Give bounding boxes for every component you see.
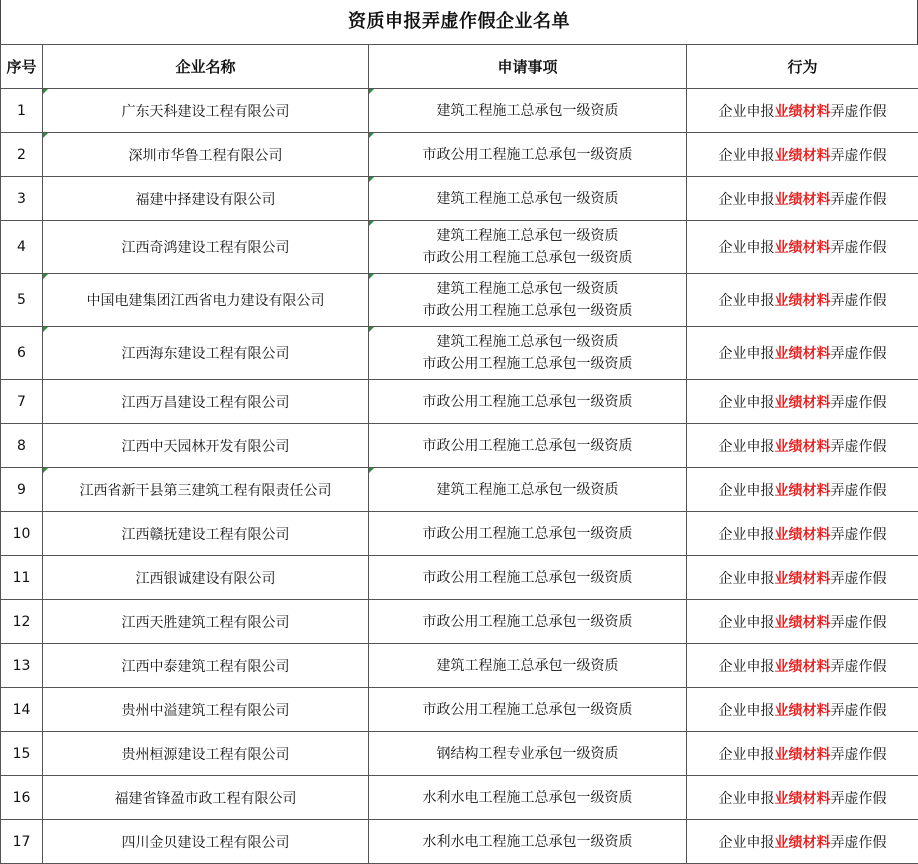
enterprise-name: 江西奇鸿建设工程有限公司 — [43, 221, 369, 274]
row-number: 5 — [1, 274, 43, 327]
action-suffix: 弄虚作假 — [831, 747, 887, 763]
enterprise-name: 江西天胜建筑工程有限公司 — [43, 600, 369, 644]
application-item: 钢结构工程专业承包一级资质 — [369, 743, 686, 765]
application-item: 水利水电工程施工总承包一级资质 — [369, 831, 686, 853]
action-suffix: 弄虚作假 — [831, 346, 887, 362]
action-highlight: 业绩材料 — [775, 148, 831, 164]
enterprise-name: 江西海东建设工程有限公司 — [43, 327, 369, 380]
table-body — [1, 89, 918, 864]
enterprise-name: 江西中天园林开发有限公司 — [43, 424, 369, 468]
application-item-cell — [369, 732, 687, 776]
action-suffix: 弄虚作假 — [831, 148, 887, 164]
row-number: 15 — [1, 732, 43, 776]
action-cell — [687, 600, 918, 644]
action-highlight: 业绩材料 — [775, 747, 831, 763]
row-number: 4 — [1, 221, 43, 274]
action-cell — [687, 274, 918, 327]
action-highlight: 业绩材料 — [775, 791, 831, 807]
row-number: 6 — [1, 327, 43, 380]
table-row — [1, 89, 918, 133]
action-suffix: 弄虚作假 — [831, 835, 887, 851]
action-cell — [687, 556, 918, 600]
application-item: 建筑工程施工总承包一级资质 — [369, 655, 686, 677]
table-row — [1, 177, 918, 221]
application-item: 建筑工程施工总承包一级资质 — [369, 225, 686, 247]
application-item-cell — [369, 644, 687, 688]
action-cell — [687, 776, 918, 820]
table-row — [1, 380, 918, 424]
action-cell — [687, 424, 918, 468]
action-cell — [687, 468, 918, 512]
application-item-cell — [369, 380, 687, 424]
action-highlight: 业绩材料 — [775, 240, 831, 256]
action-suffix: 弄虚作假 — [831, 192, 887, 208]
row-number: 17 — [1, 820, 43, 864]
table-row — [1, 327, 918, 380]
header-name: 企业名称 — [43, 45, 369, 89]
application-item-cell — [369, 177, 687, 221]
table-row — [1, 512, 918, 556]
action-prefix: 企业申报 — [719, 571, 775, 587]
action-highlight: 业绩材料 — [775, 346, 831, 362]
application-item-cell — [369, 820, 687, 864]
action-prefix: 企业申报 — [719, 791, 775, 807]
header-no: 序号 — [1, 45, 43, 89]
action-highlight: 业绩材料 — [775, 293, 831, 309]
table-row — [1, 274, 918, 327]
header-action: 行为 — [687, 45, 918, 89]
enterprise-name: 中国电建集团江西省电力建设有限公司 — [43, 274, 369, 327]
application-item: 建筑工程施工总承包一级资质 — [369, 100, 686, 122]
row-number: 8 — [1, 424, 43, 468]
table-row — [1, 424, 918, 468]
table-row — [1, 732, 918, 776]
row-number: 2 — [1, 133, 43, 177]
application-item-cell — [369, 600, 687, 644]
action-suffix: 弄虚作假 — [831, 240, 887, 256]
action-highlight: 业绩材料 — [775, 571, 831, 587]
application-item-cell — [369, 424, 687, 468]
action-prefix: 企业申报 — [719, 148, 775, 164]
action-prefix: 企业申报 — [719, 104, 775, 120]
action-cell — [687, 688, 918, 732]
application-item: 市政公用工程施工总承包一级资质 — [369, 699, 686, 721]
application-item-cell — [369, 274, 687, 327]
row-number: 3 — [1, 177, 43, 221]
action-suffix: 弄虚作假 — [831, 293, 887, 309]
application-item-cell — [369, 688, 687, 732]
table-row — [1, 133, 918, 177]
application-item-cell — [369, 89, 687, 133]
action-highlight: 业绩材料 — [775, 192, 831, 208]
action-suffix: 弄虚作假 — [831, 104, 887, 120]
action-highlight: 业绩材料 — [775, 659, 831, 675]
row-number: 7 — [1, 380, 43, 424]
enterprise-name: 贵州桓源建设工程有限公司 — [43, 732, 369, 776]
row-number: 12 — [1, 600, 43, 644]
enterprise-name: 福建中择建设有限公司 — [43, 177, 369, 221]
action-prefix: 企业申报 — [719, 192, 775, 208]
row-number: 14 — [1, 688, 43, 732]
action-prefix: 企业申报 — [719, 747, 775, 763]
row-number: 1 — [1, 89, 43, 133]
table-row — [1, 556, 918, 600]
table-row — [1, 820, 918, 864]
application-item-cell — [369, 468, 687, 512]
table-row — [1, 600, 918, 644]
action-cell — [687, 89, 918, 133]
enterprise-name: 江西中泰建筑工程有限公司 — [43, 644, 369, 688]
application-item: 市政公用工程施工总承包一级资质 — [369, 523, 686, 545]
action-cell — [687, 177, 918, 221]
action-highlight: 业绩材料 — [775, 527, 831, 543]
action-prefix: 企业申报 — [719, 835, 775, 851]
action-highlight: 业绩材料 — [775, 395, 831, 411]
application-item-cell — [369, 133, 687, 177]
action-highlight: 业绩材料 — [775, 104, 831, 120]
enterprise-name: 江西万昌建设工程有限公司 — [43, 380, 369, 424]
action-prefix: 企业申报 — [719, 240, 775, 256]
page-title: 资质申报弄虚作假企业名单 — [0, 0, 918, 44]
enterprise-name: 四川金贝建设工程有限公司 — [43, 820, 369, 864]
action-prefix: 企业申报 — [719, 703, 775, 719]
action-cell — [687, 221, 918, 274]
application-item: 水利水电工程施工总承包一级资质 — [369, 787, 686, 809]
header-item: 申请事项 — [369, 45, 687, 89]
action-cell — [687, 133, 918, 177]
action-cell — [687, 380, 918, 424]
action-highlight: 业绩材料 — [775, 483, 831, 499]
application-item-cell — [369, 776, 687, 820]
application-item: 市政公用工程施工总承包一级资质 — [369, 567, 686, 589]
application-item: 市政公用工程施工总承包一级资质 — [369, 300, 686, 322]
application-item-cell — [369, 512, 687, 556]
enterprise-name: 贵州中溢建筑工程有限公司 — [43, 688, 369, 732]
application-item: 市政公用工程施工总承包一级资质 — [369, 435, 686, 457]
enterprise-name: 广东天科建设工程有限公司 — [43, 89, 369, 133]
application-item: 市政公用工程施工总承包一级资质 — [369, 144, 686, 166]
action-prefix: 企业申报 — [719, 395, 775, 411]
enterprise-table — [0, 44, 918, 864]
table-row — [1, 468, 918, 512]
application-item: 市政公用工程施工总承包一级资质 — [369, 247, 686, 269]
action-suffix: 弄虚作假 — [831, 527, 887, 543]
table-row — [1, 688, 918, 732]
application-item: 建筑工程施工总承包一级资质 — [369, 331, 686, 353]
action-suffix: 弄虚作假 — [831, 791, 887, 807]
enterprise-name: 江西赣抚建设工程有限公司 — [43, 512, 369, 556]
enterprise-name: 福建省锋盈市政工程有限公司 — [43, 776, 369, 820]
application-item-cell — [369, 556, 687, 600]
action-suffix: 弄虚作假 — [831, 703, 887, 719]
action-suffix: 弄虚作假 — [831, 483, 887, 499]
row-number: 11 — [1, 556, 43, 600]
action-prefix: 企业申报 — [719, 346, 775, 362]
enterprise-name: 江西银诚建设有限公司 — [43, 556, 369, 600]
row-number: 13 — [1, 644, 43, 688]
application-item-cell — [369, 221, 687, 274]
table-header-row — [1, 45, 918, 89]
row-number: 10 — [1, 512, 43, 556]
action-prefix: 企业申报 — [719, 527, 775, 543]
action-suffix: 弄虚作假 — [831, 439, 887, 455]
table-row — [1, 221, 918, 274]
action-suffix: 弄虚作假 — [831, 395, 887, 411]
action-prefix: 企业申报 — [719, 439, 775, 455]
action-cell — [687, 644, 918, 688]
table-row — [1, 776, 918, 820]
enterprise-name: 深圳市华鲁工程有限公司 — [43, 133, 369, 177]
action-suffix: 弄虚作假 — [831, 571, 887, 587]
action-prefix: 企业申报 — [719, 293, 775, 309]
application-item: 市政公用工程施工总承包一级资质 — [369, 611, 686, 633]
application-item: 建筑工程施工总承包一级资质 — [369, 479, 686, 501]
table-row — [1, 644, 918, 688]
application-item: 建筑工程施工总承包一级资质 — [369, 188, 686, 210]
application-item: 市政公用工程施工总承包一级资质 — [369, 353, 686, 375]
row-number: 9 — [1, 468, 43, 512]
action-highlight: 业绩材料 — [775, 703, 831, 719]
action-prefix: 企业申报 — [719, 483, 775, 499]
application-item: 建筑工程施工总承包一级资质 — [369, 278, 686, 300]
action-cell — [687, 820, 918, 864]
action-suffix: 弄虚作假 — [831, 659, 887, 675]
action-suffix: 弄虚作假 — [831, 615, 887, 631]
row-number: 16 — [1, 776, 43, 820]
action-prefix: 企业申报 — [719, 659, 775, 675]
action-cell — [687, 327, 918, 380]
application-item-cell — [369, 327, 687, 380]
action-prefix: 企业申报 — [719, 615, 775, 631]
action-highlight: 业绩材料 — [775, 439, 831, 455]
action-cell — [687, 732, 918, 776]
action-cell — [687, 512, 918, 556]
enterprise-name: 江西省新干县第三建筑工程有限责任公司 — [43, 468, 369, 512]
action-highlight: 业绩材料 — [775, 835, 831, 851]
application-item: 市政公用工程施工总承包一级资质 — [369, 391, 686, 413]
action-highlight: 业绩材料 — [775, 615, 831, 631]
